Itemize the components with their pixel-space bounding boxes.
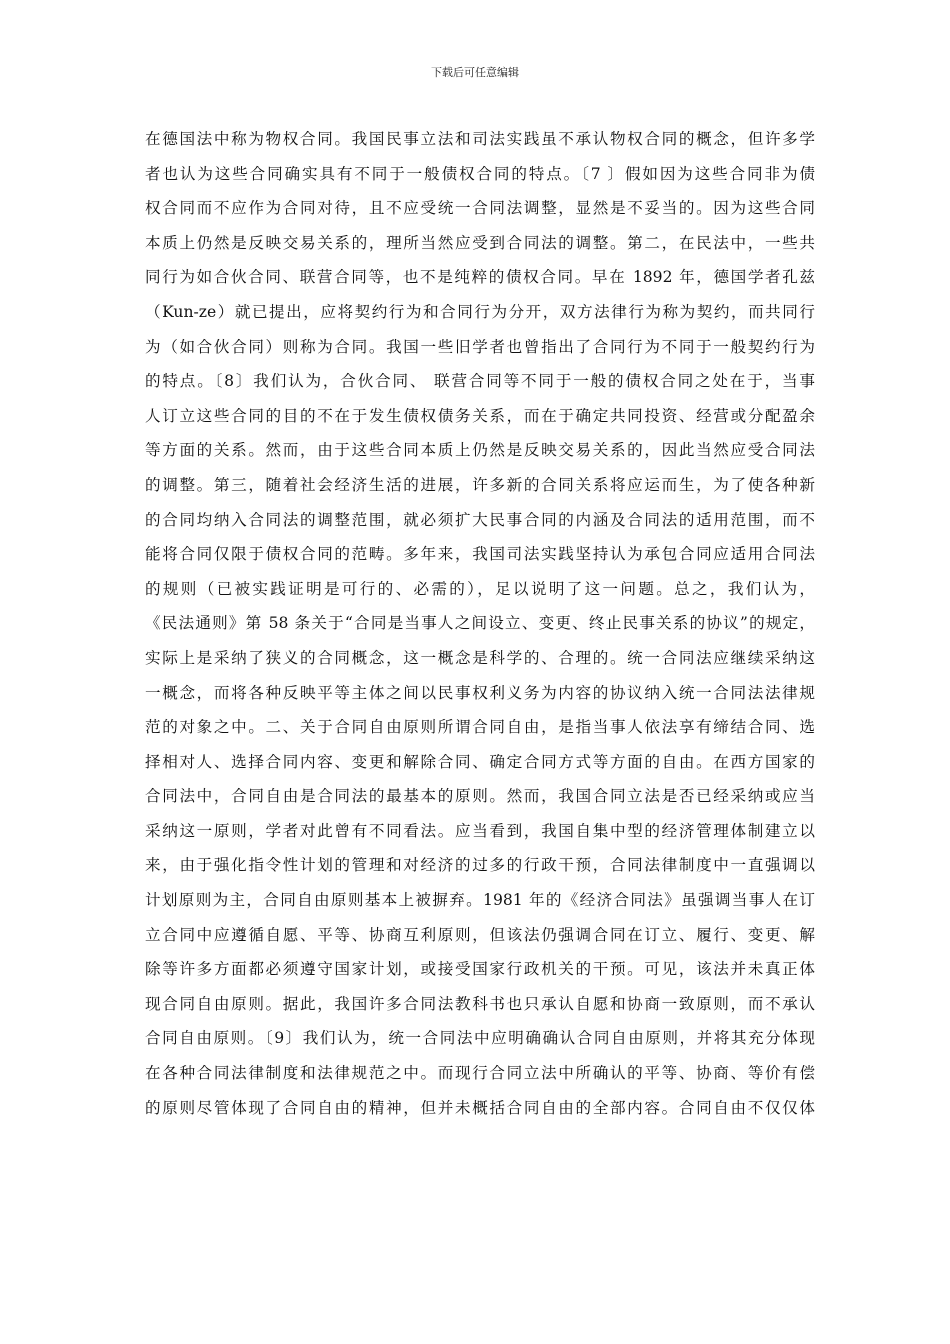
text-line: 现合同自由原则。据此，我国许多合同法教科书也只承认自愿和协商一致原则，而不承认 [145, 994, 815, 1013]
text-line: 者也认为这些合同确实具有不同于一般债权合同的特点。〔7 〕假如因为这些合同非为债 [145, 164, 815, 183]
text-line: 的合同均纳入合同法的调整范围，就必须扩大民事合同的内涵及合同法的适用范围，而不 [145, 510, 815, 529]
text-line: 计划原则为主，合同自由原则基本上被摒弃。1981 年的《经济合同法》虽强调当事人在订 [145, 891, 815, 910]
text-line: 的调整。第三，随着社会经济生活的进展，许多新的合同关系将应运而生，为了使各种新 [145, 475, 815, 494]
text-line: 立合同中应遵循自愿、平等、协商互利原则，但该法仍强调合同在订立、履行、变更、解 [145, 925, 815, 944]
text-line: 来，由于强化指令性计划的管理和对经济的过多的行政干预，合同法律制度中一直强调以 [145, 856, 815, 875]
text-line: 合同自由原则。〔9〕我们认为，统一合同法中应明确确认合同自由原则，并将其充分体现 [145, 1029, 815, 1048]
text-line: 的原则尽管体现了合同自由的精神，但并未概括合同自由的全部内容。合同自由不仅仅体 [145, 1098, 815, 1117]
text-line: 等方面的关系。然而，由于这些合同本质上仍然是反映交易关系的，因此当然应受合同法 [145, 441, 815, 460]
text-line: 实际上是采纳了狭义的合同概念，这一概念是科学的、合理的。统一合同法应继续采纳这 [145, 648, 815, 667]
text-line: 本质上仍然是反映交易关系的，理所当然应受到合同法的调整。第二，在民法中，一些共 [145, 233, 815, 252]
text-line: 的特点。〔8〕我们认为，合伙合同、 联营合同等不同于一般的债权合同之处在于，当事 [145, 372, 815, 391]
text-line: （Kun-ze）就已提出，应将契约行为和合同行为分开，双方法律行为称为契约，而共同行 [145, 302, 815, 321]
body-text [145, 122, 815, 1125]
text-line: 同行为如合伙合同、联营合同等，也不是纯粹的债权合同。早在 1892 年，德国学者孔兹 [145, 268, 815, 287]
text-line: 除等许多方面都必须遵守国家计划，或接受国家行政机关的干预。可见，该法并未真正体 [145, 960, 815, 979]
text-line: 《民法通则》第 58 条关于“合同是当事人之间设立、变更、终止民事关系的协议”的规定， [145, 614, 815, 633]
text-line: 人订立这些合同的目的不在于发生债权债务关系，而在于确定共同投资、经营或分配盈余 [145, 406, 815, 425]
text-line: 一概念，而将各种反映平等主体之间以民事权利义务为内容的协议纳入统一合同法法律规 [145, 683, 815, 702]
text-line: 范的对象之中。二、关于合同自由原则所谓合同自由，是指当事人依法享有缔结合同、选 [145, 718, 815, 737]
text-line: 在德国法中称为物权合同。我国民事立法和司法实践虽不承认物权合同的概念，但许多学 [145, 130, 815, 148]
text-line: 为（如合伙合同）则称为合同。我国一些旧学者也曾指出了合同行为不同于一般契约行为 [145, 337, 815, 356]
text-line: 合同法中，合同自由是合同法的最基本的原则。然而，我国合同立法是否已经采纳或应当 [145, 787, 815, 806]
text-line: 采纳这一原则，学者对此曾有不同看法。应当看到，我国自集中型的经济管理体制建立以 [145, 821, 815, 840]
text-line: 能将合同仅限于债权合同的范畴。多年来，我国司法实践坚持认为承包合同应适用合同法 [145, 545, 815, 564]
text-line: 择相对人、选择合同内容、变更和解除合同、确定合同方式等方面的自由。在西方国家的 [145, 752, 815, 771]
page-header: 下载后可任意编辑 [431, 66, 519, 79]
text-line: 在各种合同法律制度和法律规范之中。而现行合同立法中所确认的平等、协商、等价有偿 [145, 1064, 815, 1083]
text-line: 权合同而不应作为合同对待，且不应受统一合同法调整，显然是不妥当的。因为这些合同 [145, 199, 815, 218]
text-line: 的规则（已被实践证明是可行的、必需的），足以说明了这一问题。总之，我们认为， [145, 579, 815, 598]
